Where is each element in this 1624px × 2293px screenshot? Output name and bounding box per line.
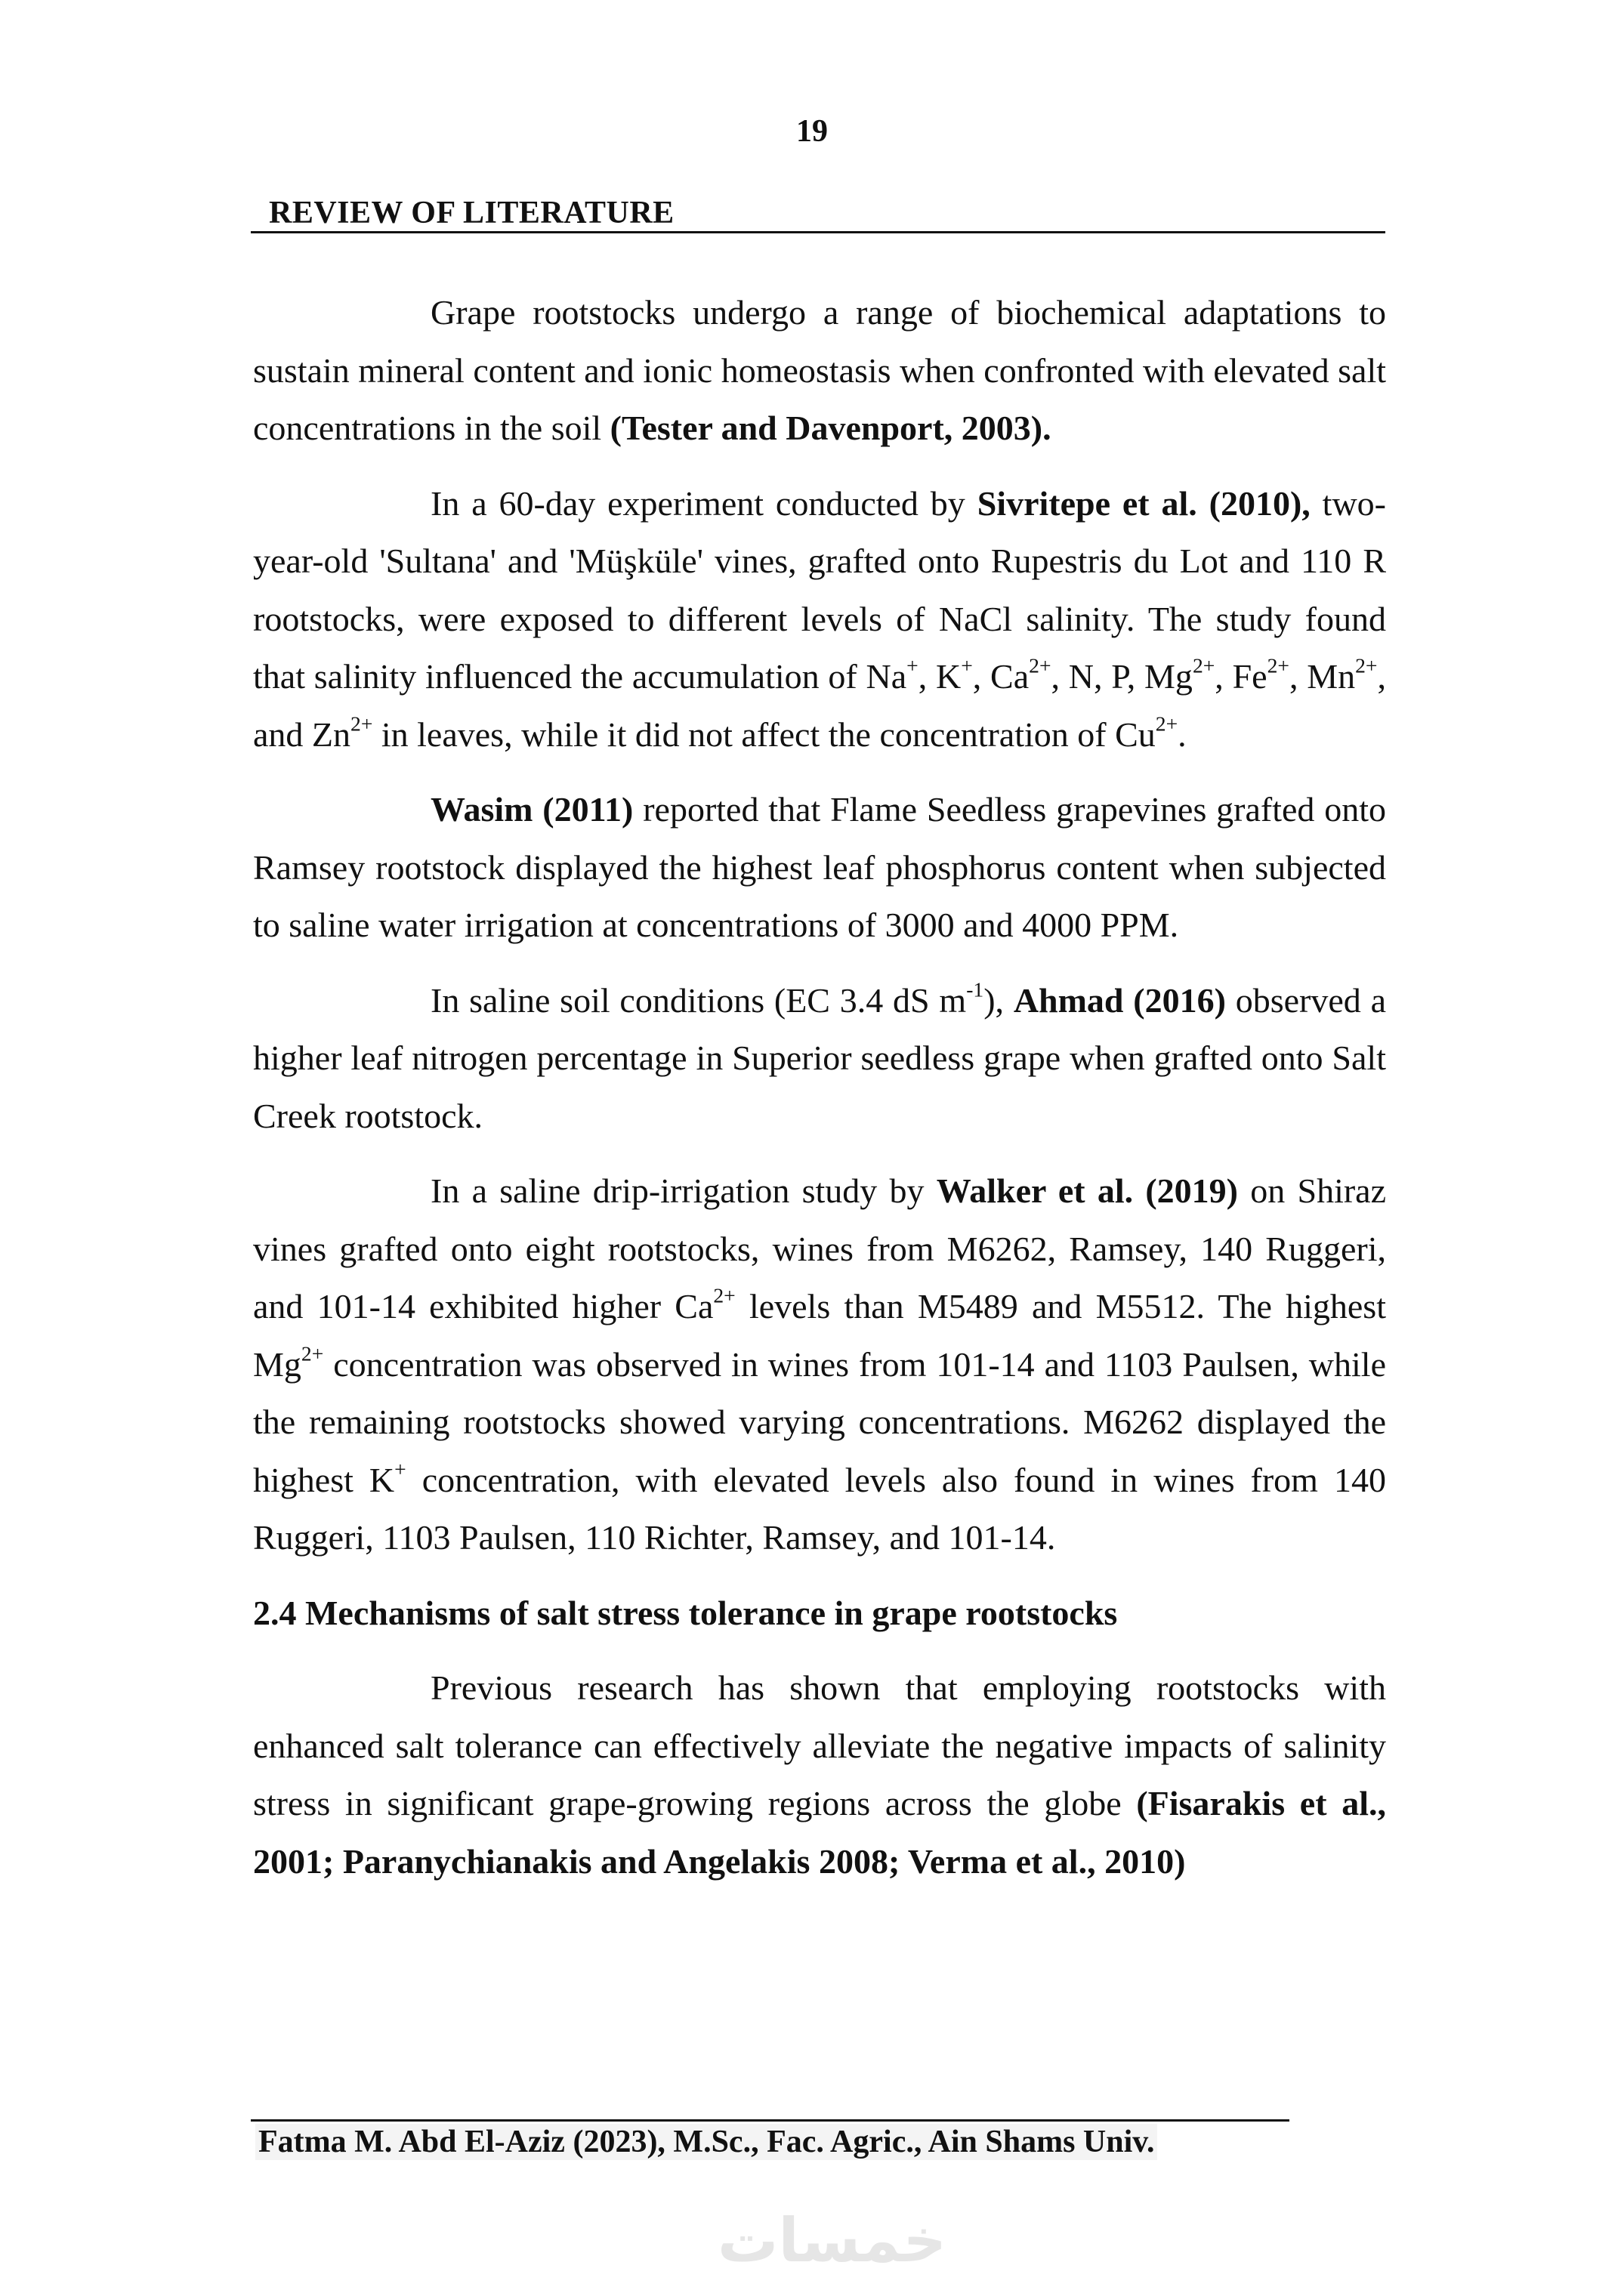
superscript: + <box>961 653 973 677</box>
running-head: REVIEW OF LITERATURE <box>269 196 675 230</box>
watermark-logo: خمسات <box>718 2205 947 2276</box>
page-number: 19 <box>796 114 828 149</box>
citation: Wasim (2011) <box>431 790 634 829</box>
footer: Fatma M. Abd El-Aziz (2023), M.Sc., Fac. Agric., Ain Shams Univ. <box>255 2124 1157 2160</box>
footer-rule <box>251 2119 1289 2122</box>
paragraph-text: , and Zn <box>253 657 1386 754</box>
paragraph-text: on Shiraz vines grafted onto eight rootstocks, wines from M6262, Ramsey, 140 Ruggeri, and 101-14 exhibited higher Ca <box>253 1171 1387 1325</box>
paragraph-text: reported that Flame Seedless grapevines grafted onto Ramsey rootstock displayed the highest leaf phosphorus content when subjected to saline water irrigation at concentrations of 3000 and 4000 PPM. <box>253 790 1387 944</box>
paragraph-text: . <box>1178 714 1187 754</box>
paragraph-text: , Ca <box>972 657 1030 696</box>
superscript: 2+ <box>1355 653 1378 677</box>
paragraph-text: concentration, with elevated levels also found in wines from 140 Ruggeri, 1103 Paulsen, 110 Richter, Ramsey, and 101-14. <box>253 1460 1386 1557</box>
paragraph-text: In a 60-day experiment conducted by <box>431 483 977 523</box>
paragraph-text: , K <box>918 657 962 696</box>
paragraph-text: ), <box>983 980 1014 1020</box>
paragraph-text: observed a higher leaf nitrogen percentage in Superior seedless grape when grafted onto Salt Creek rootstock. <box>253 980 1386 1135</box>
paragraph-text: in leaves, while it did not affect the concentration of Cu <box>372 714 1156 754</box>
paragraph-text: In a saline drip-irrigation study by <box>431 1171 937 1210</box>
superscript: + <box>394 1456 406 1480</box>
paragraph-text: two-year-old 'Sultana' and 'Müşküle' vines, grafted onto Rupestris du Lot and 110 R rootstocks, were exposed to different levels of NaCl salinity. The study found that salinity influenced the accumulation of Na <box>253 483 1386 696</box>
paragraph-walker <box>253 1162 1386 1567</box>
section-heading: 2.4 Mechanisms of salt stress tolerance in grape rootstocks <box>253 1593 1118 1632</box>
paragraph-text: In saline soil conditions (EC 3.4 dS m <box>431 980 967 1020</box>
paragraph-text: Grape rootstocks undergo a range of biochemical adaptations to sustain mineral content and ionic homeostasis when confronted with elevated salt concentrations in the soil <box>253 293 1386 447</box>
superscript: + <box>906 653 919 677</box>
paragraph-text: , N, P, Mg <box>1051 657 1193 696</box>
paragraph-rootstock-adaptations <box>253 284 1386 458</box>
header-rule <box>251 231 1385 233</box>
superscript: -1 <box>966 977 984 1001</box>
paragraph-sivritepe <box>253 475 1386 764</box>
citation: Sivritepe et al. (2010), <box>977 483 1311 523</box>
paragraph-text: levels than M5489 and M5512. The highest Mg <box>253 1287 1386 1384</box>
superscript: 2+ <box>1267 653 1289 677</box>
body-text <box>253 284 1386 1908</box>
superscript: 2+ <box>1192 653 1215 677</box>
paragraph-text: Previous research has shown that employing rootstocks with enhanced salt tolerance can effectively alleviate the negative impacts of salinity stress in significant grape-growing regions across the globe <box>253 1668 1386 1822</box>
citation: Walker et al. (2019) <box>936 1171 1238 1210</box>
paragraph-text: , Mn <box>1289 657 1356 696</box>
superscript: 2+ <box>1155 711 1178 735</box>
citation: (Fisarakis et al., 2001; Paranychianakis and Angelakis 2008; Verma et al., 2010) <box>253 1784 1387 1881</box>
citation: (Tester and Davenport, 2003). <box>610 409 1051 447</box>
paragraph-text: , Fe <box>1215 657 1267 696</box>
citation: Ahmad (2016) <box>1013 980 1226 1020</box>
superscript: 2+ <box>713 1283 736 1307</box>
paragraph-wasim <box>253 781 1386 955</box>
superscript: 2+ <box>301 1341 324 1365</box>
superscript: 2+ <box>1029 653 1051 677</box>
paragraph-text: concentration was observed in wines from 101-14 and 1103 Paulsen, while the remaining rootstocks showed varying concentrations. M6262 displayed the highest K <box>253 1344 1386 1499</box>
paragraph-ahmad <box>253 972 1386 1146</box>
paragraph-mechanisms <box>253 1659 1386 1890</box>
superscript: 2+ <box>350 711 373 735</box>
